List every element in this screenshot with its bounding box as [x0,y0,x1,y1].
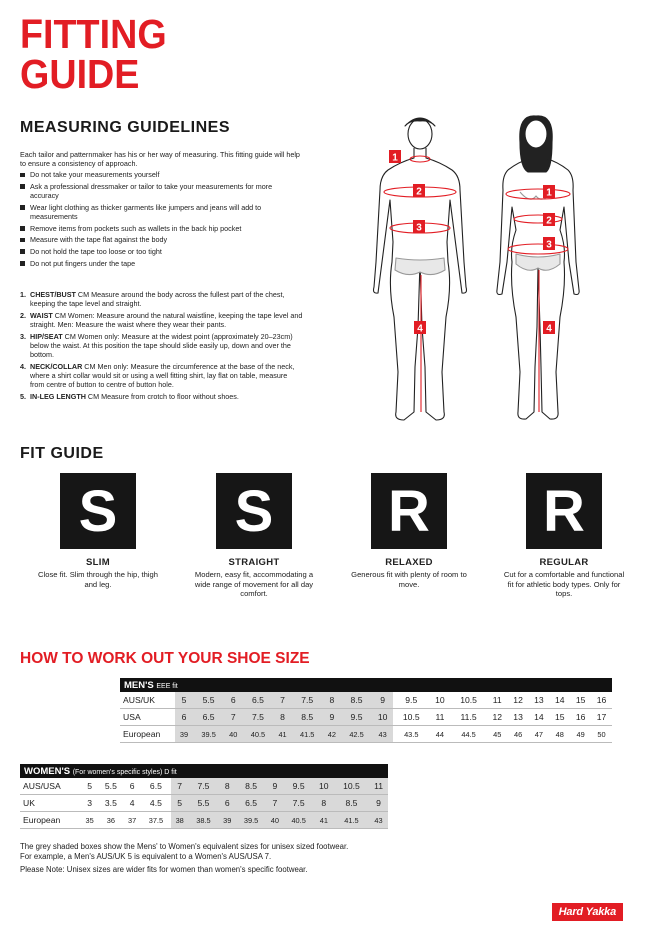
size-table-row [20,778,388,795]
size-cell: 17 [591,709,612,726]
size-cell: 8 [219,778,236,795]
size-cell: 12 [508,692,529,709]
male-marker-3-label: 3 [416,222,422,234]
female-tape-lines [506,189,570,412]
size-cell: 40 [266,812,283,829]
page-title [20,11,179,97]
fit-straight [184,473,324,599]
male-figure [374,118,467,420]
womens-size-table [20,764,388,829]
size-cell: 47 [529,726,550,743]
measuring-heading: MEASURING GUIDELINES [20,119,231,136]
fit-slim-name: SLIM [86,557,110,568]
size-cell: 39 [175,726,193,743]
size-cell: 42 [323,726,341,743]
definition-chest: 1. CHEST/BUST CM Measure around the body across the fullest part of the chest, keeping the tape level and straight. [20,290,285,309]
size-cell: 6 [219,795,236,812]
fit-slim-badge: S [60,473,136,549]
size-cell: 6 [175,709,193,726]
bullet-item: Measure with the tape flat against the body [20,235,300,244]
size-cell: 6.5 [236,795,266,812]
size-cell: 39.5 [236,812,266,829]
measurement-definitions [20,290,303,404]
size-cell: 40.5 [242,726,273,743]
size-cell: 8 [314,795,334,812]
bullet-item: Do not hold the tape too loose or too tight [20,247,300,256]
size-cell: 43.5 [393,726,429,743]
row-label: European [20,812,81,829]
size-cell: 8.5 [292,709,323,726]
row-label: AUS/UK [120,692,175,709]
size-cell: 4 [123,795,140,812]
size-cell: 7.5 [242,709,273,726]
hard-yakka-logo: Hard Yakka [552,903,623,921]
size-cell: 9 [323,709,341,726]
size-cell: 45 [487,726,508,743]
size-cell: 6 [224,692,242,709]
title-line-1: FITTING [20,11,167,57]
size-cell: 43 [369,812,388,829]
size-cell: 41 [274,726,292,743]
size-cell: 11 [369,778,388,795]
size-cell: 8.5 [236,778,266,795]
size-cell: 4.5 [141,795,171,812]
size-cell: 11 [430,709,451,726]
fit-regular-name: REGULAR [539,557,589,568]
size-cell: 9.5 [393,692,429,709]
male-marker-4-label: 4 [417,323,423,335]
bullet-item: Do not take your measurements yourself [20,170,300,179]
size-cell: 39 [219,812,236,829]
measuring-intro: Each tailor and patternmaker has his or her way of measuring. This fitting guide will help to ensure a consistency of approach. [20,150,300,169]
title-line-2: GUIDE [20,51,140,97]
fit-regular [494,473,634,599]
size-table-row [20,795,388,812]
size-cell: 16 [570,709,591,726]
note-line: The grey shaded boxes show the Mens' to Women's equivalent sizes for unisex sized footwear. [20,842,349,851]
fit-straight-name: STRAIGHT [228,557,280,568]
row-label: AUS/USA [20,778,81,795]
female-marker-4-label: 4 [546,323,552,335]
fit-regular-desc: Cut for a comfortable and functional fit for athletic body types. Only for tops. [503,570,625,599]
female-marker-2-label: 2 [546,215,552,227]
size-table-row [120,726,612,743]
size-cell: 3.5 [98,795,123,812]
size-cell: 9 [266,778,283,795]
size-cell: 16 [591,692,612,709]
size-cell: 8.5 [341,692,372,709]
size-cell: 7 [171,778,188,795]
size-cell: 5 [171,795,188,812]
fit-slim-desc: Close fit. Slim through the hip, thigh and leg. [38,570,158,589]
size-cell: 7.5 [284,795,314,812]
fit-relaxed-badge: R [371,473,447,549]
size-cell: 10.5 [334,778,369,795]
size-cell: 13 [508,709,529,726]
size-cell: 41 [314,812,334,829]
shoe-size-heading: HOW TO WORK OUT YOUR SHOE SIZE [20,650,310,667]
size-cell: 5.5 [188,795,218,812]
bullet-item: Ask a professional dressmaker or tailor to take your measurements for more accuracy [20,182,300,200]
size-cell: 10 [314,778,334,795]
size-cell: 11 [487,692,508,709]
size-cell: 41.5 [334,812,369,829]
size-cell: 5 [175,692,193,709]
definition-inleg: 5. IN-LEG LENGTH CM Measure from crotch to floor without shoes. [20,392,239,402]
size-cell: 5.5 [193,692,224,709]
size-cell: 9.5 [284,778,314,795]
size-cell: 7 [266,795,283,812]
bullet-item: Remove items from pockets such as wallets in the back hip pocket [20,224,300,233]
size-cell: 39.5 [193,726,224,743]
size-cell: 38.5 [188,812,218,829]
female-marker-1-label: 1 [546,187,552,199]
size-cell: 8 [274,709,292,726]
size-cell: 37.5 [141,812,171,829]
female-marker-3-label: 3 [546,239,552,251]
size-cell: 9.5 [341,709,372,726]
size-cell: 43 [372,726,393,743]
size-cell: 6.5 [141,778,171,795]
size-cell: 12 [487,709,508,726]
size-cell: 7.5 [188,778,218,795]
size-table-header [120,678,612,692]
size-table-row [120,692,612,709]
bullet-item: Wear light clothing as thicker garments like jumpers and jeans will add to measurements [20,203,300,221]
fit-straight-badge: S [216,473,292,549]
definition-neck: 4. NECK/COLLAR CM Men only: Measure the circumference at the base of the neck, where a shirt collar would sit or using a well fitting shirt, lay flat on table, measure from centre of button to centre of button hole. [20,361,295,390]
size-cell: 9 [372,692,393,709]
row-label: UK [20,795,81,812]
size-cell: 9 [369,795,388,812]
size-cell: 14 [549,692,570,709]
size-cell: 41.5 [292,726,323,743]
size-table-title: WOMEN'S (For women's specific styles) D fit [20,764,388,778]
definition-waist: 2. WAIST CM Women: Measure around the natural waistline, keeping the tape level and straight. Men: Measure the waist where they wear their pants. [20,310,303,330]
size-cell: 10 [430,692,451,709]
body-measurement-figures [360,112,620,442]
fit-straight-desc: Modern, easy fit, accommodating a wide range of movement for all day comfort. [194,570,314,599]
size-cell: 35 [81,812,98,829]
row-label: European [120,726,175,743]
size-cell: 10.5 [393,709,429,726]
size-cell: 10.5 [450,692,486,709]
size-cell: 5.5 [98,778,123,795]
size-cell: 5 [81,778,98,795]
size-cell: 7.5 [292,692,323,709]
size-cell: 13 [529,692,550,709]
size-cell: 10 [372,709,393,726]
size-cell: 36 [98,812,123,829]
size-cell: 48 [549,726,570,743]
measuring-bullets [20,170,300,270]
size-cell: 50 [591,726,612,743]
size-cell: 14 [529,709,550,726]
definition-hip: 3. HIP/SEAT CM Women only: Measure at the widest point (approximately 20–23cm) below the waist. At this position the tape should slide easily up, down and over the bottom. [20,331,293,360]
size-cell: 3 [81,795,98,812]
size-cell: 49 [570,726,591,743]
fit-relaxed-desc: Generous fit with plenty of room to move. [351,570,467,589]
fit-relaxed-name: RELAXED [385,557,433,568]
size-cell: 40 [224,726,242,743]
size-cell: 6.5 [242,692,273,709]
row-label: USA [120,709,175,726]
mens-size-table [120,678,612,743]
shoe-notes [20,842,440,875]
bullet-item: Do not put fingers under the tape [20,259,300,268]
note-line: For example, a Men's AUS/UK 5 is equivalent to a Women's AUS/USA 7. [20,852,272,861]
size-cell: 6 [123,778,140,795]
size-cell: 8.5 [334,795,369,812]
size-table-row [120,709,612,726]
female-figure [497,116,579,419]
fit-regular-badge: R [526,473,602,549]
size-cell: 7 [274,692,292,709]
size-cell: 42.5 [341,726,372,743]
size-table-row [20,812,388,829]
size-cell: 38 [171,812,188,829]
fit-guide-heading: FIT GUIDE [20,445,104,462]
size-cell: 7 [224,709,242,726]
male-marker-2-label: 2 [416,186,422,198]
male-marker-1-label: 1 [392,152,398,164]
note-line: Please Note: Unisex sizes are wider fits for women than women's specific footwear. [20,865,308,874]
size-cell: 46 [508,726,529,743]
fit-relaxed [339,473,479,589]
size-cell: 8 [323,692,341,709]
size-cell: 40.5 [284,812,314,829]
size-cell: 6.5 [193,709,224,726]
size-table-title: MEN'S EEE fit [120,678,612,692]
size-cell: 15 [549,709,570,726]
size-cell: 37 [123,812,140,829]
size-cell: 15 [570,692,591,709]
size-table-header [20,764,388,778]
size-cell: 44 [430,726,451,743]
fit-slim [28,473,168,589]
size-cell: 11.5 [450,709,486,726]
size-cell: 44.5 [450,726,486,743]
